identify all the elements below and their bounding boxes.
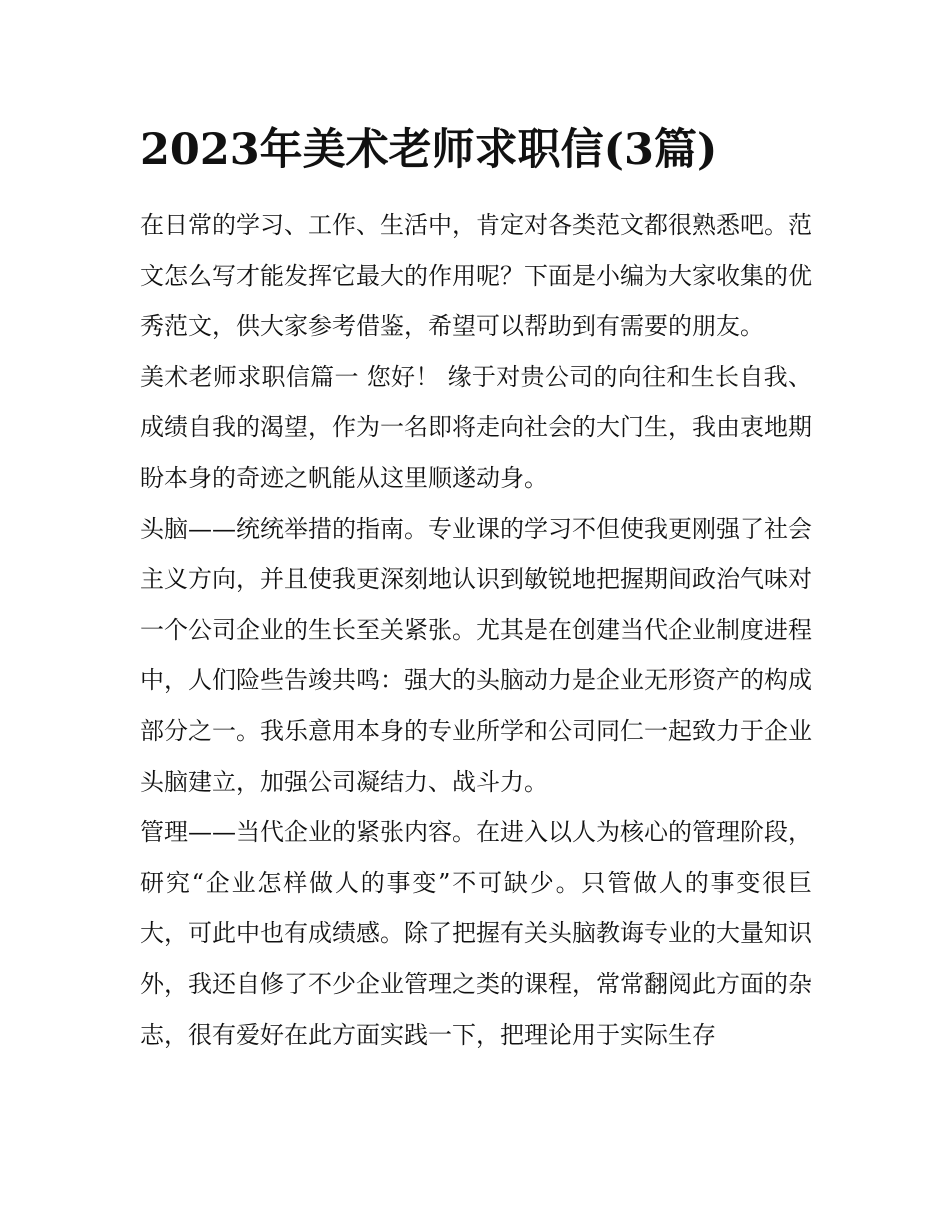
document-title: 2023年美术老师求职信(3篇) bbox=[140, 125, 718, 175]
paragraph-thinking: 头脑——统统举措的指南。专业课的学习不但使我更刚强了社会主义方向，并且使我更深刻地认识到敏锐地把握期间政治气味对一个公司企业的生长至关紧张。尤其是在创建当代企业制度进程中，人们险些告竣共鸣：强大的头脑动力是企业无形资产的构成部分之一。我乐意用本身的专业所学和公司同仁一起致力于企业头脑建立，加强公司凝结力、战斗力。 bbox=[140, 514, 812, 796]
paragraph-management: 管理——当代企业的紧张内容。在进入以人为核心的管理阶段，研究“企业怎样做人的事变”不可缺少。只管做人的事变很巨大，可此中也有成绩感。除了把握有关头脑教诲专业的大量知识外，我还自修了不少企业管理之类的课程，常常翻阅此方面的杂志，很有爱好在此方面实践一下，把理论用于实际生存 bbox=[140, 818, 812, 1049]
document-body bbox=[140, 118, 812, 1060]
paragraph-letter-opening: 美术老师求职信篇一 您好！ 缘于对贵公司的向往和生长自我、成绩自我的渴望，作为一名即将走向社会的大门生，我由衷地期盼本身的奇迹之帆能从这里顺遂动身。 bbox=[140, 362, 812, 492]
paragraph-intro: 在日常的学习、工作、生活中，肯定对各类范文都很熟悉吧。范文怎么写才能发挥它最大的作用呢？下面是小编为大家收集的优秀范文，供大家参考借鉴，希望可以帮助到有需要的朋友。 bbox=[140, 211, 812, 341]
